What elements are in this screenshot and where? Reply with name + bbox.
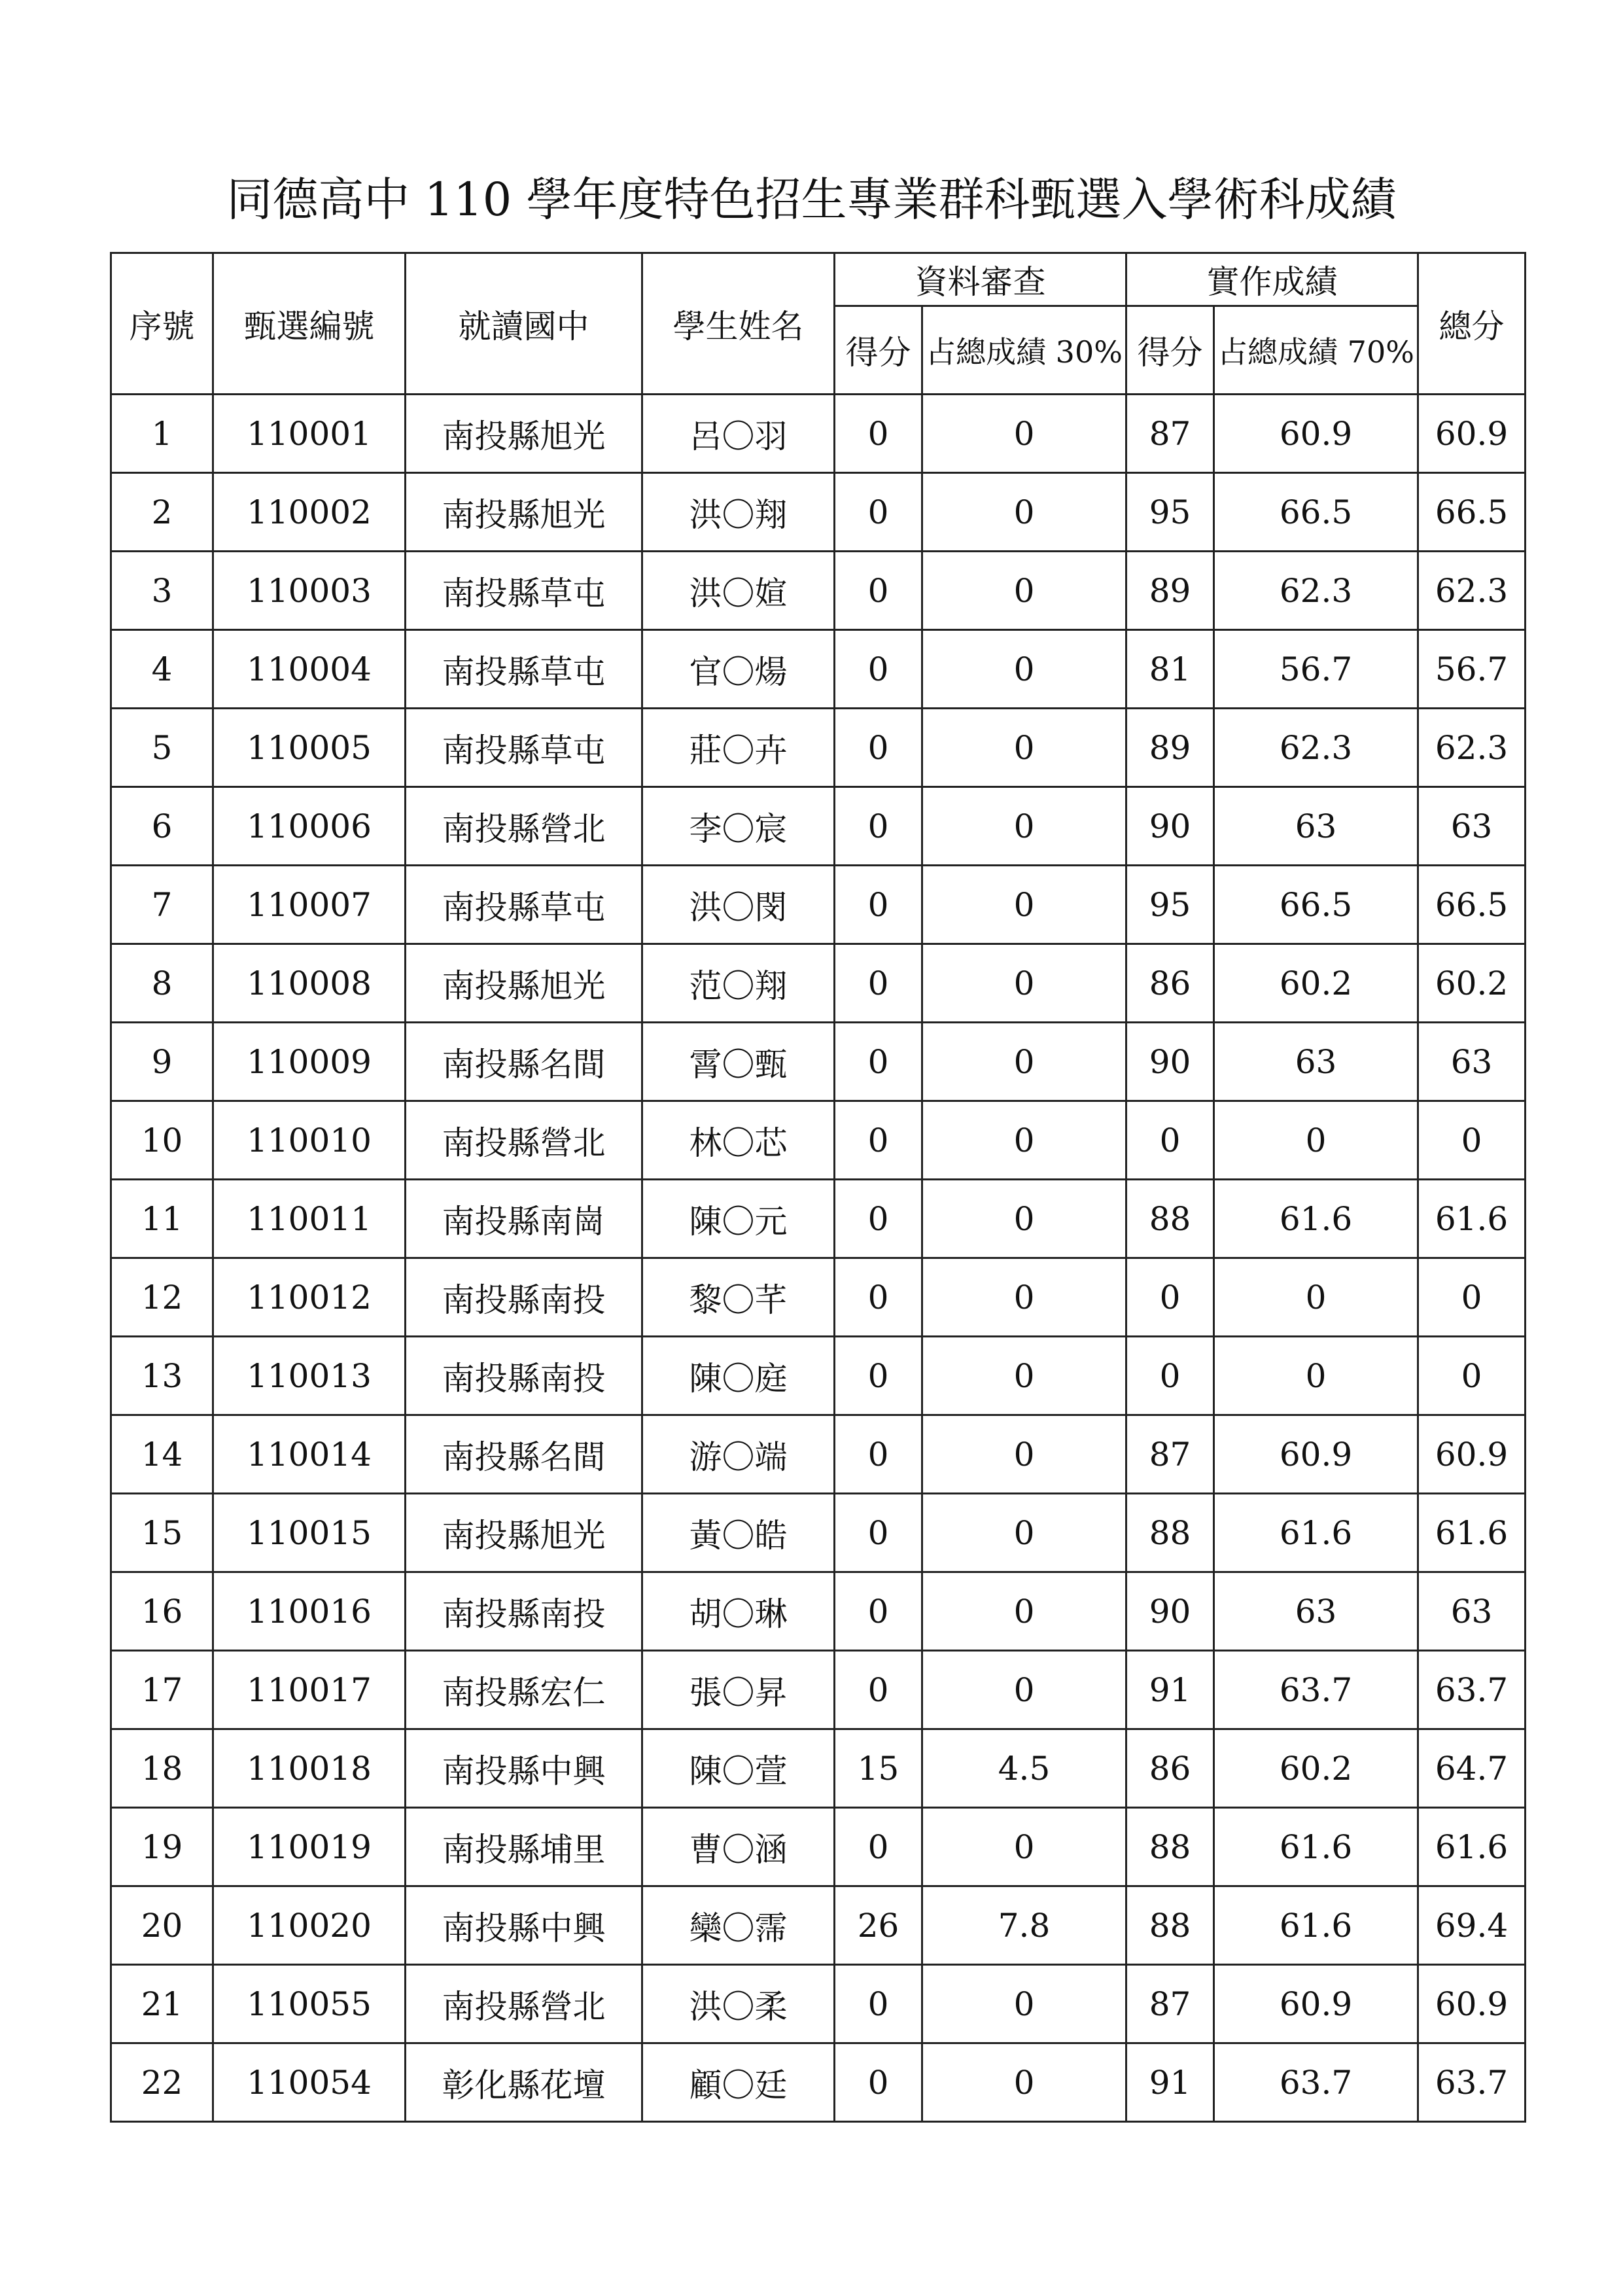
cell-seq: 5 — [111, 709, 213, 787]
cell-review-weighted: 0 — [922, 944, 1126, 1023]
cell-review-weighted: 0 — [922, 1101, 1126, 1180]
document-title: 同德高中 110 學年度特色招生專業群科甄選入學術科成績 — [226, 173, 1397, 226]
cell-practice-weighted: 60.9 — [1214, 1965, 1418, 2043]
cell-total: 63.7 — [1418, 1651, 1526, 1729]
cell-exam-no: 110054 — [213, 2043, 406, 2122]
cell-seq: 4 — [111, 630, 213, 709]
cell-practice-weighted: 63 — [1214, 1572, 1418, 1651]
cell-seq: 12 — [111, 1258, 213, 1337]
cell-seq: 3 — [111, 552, 213, 630]
cell-review-score: 26 — [835, 1886, 922, 1965]
cell-practice-weighted: 61.6 — [1214, 1494, 1418, 1572]
cell-review-weighted: 0 — [922, 1494, 1126, 1572]
table-row — [111, 1494, 1526, 1572]
cell-school: 南投縣南崗 — [406, 1180, 642, 1258]
cell-seq: 9 — [111, 1023, 213, 1101]
cell-practice-weighted: 61.6 — [1214, 1808, 1418, 1886]
cell-name: 欒〇霈 — [642, 1886, 835, 1965]
cell-review-weighted: 0 — [922, 552, 1126, 630]
cell-school: 彰化縣花壇 — [406, 2043, 642, 2122]
cell-name: 顧〇廷 — [642, 2043, 835, 2122]
cell-school: 南投縣南投 — [406, 1337, 642, 1415]
cell-review-score: 0 — [835, 709, 922, 787]
cell-practice-weighted: 62.3 — [1214, 552, 1418, 630]
cell-name: 莊〇卉 — [642, 709, 835, 787]
cell-review-weighted: 0 — [922, 1965, 1126, 2043]
cell-practice-weighted: 63.7 — [1214, 1651, 1418, 1729]
cell-review-weighted: 0 — [922, 1651, 1126, 1729]
cell-exam-no: 110013 — [213, 1337, 406, 1415]
header-practice-score: 得分 — [1126, 306, 1214, 395]
cell-practice-score: 88 — [1126, 1808, 1214, 1886]
table-row — [111, 709, 1526, 787]
cell-practice-score: 90 — [1126, 1572, 1214, 1651]
cell-name: 陳〇萱 — [642, 1729, 835, 1808]
cell-review-score: 0 — [835, 1965, 922, 2043]
cell-practice-weighted: 56.7 — [1214, 630, 1418, 709]
cell-total: 60.9 — [1418, 395, 1526, 473]
cell-review-weighted: 4.5 — [922, 1729, 1126, 1808]
cell-exam-no: 110014 — [213, 1415, 406, 1494]
table-row — [111, 1886, 1526, 1965]
table-row — [111, 944, 1526, 1023]
table-row — [111, 2043, 1526, 2122]
cell-practice-score: 90 — [1126, 1023, 1214, 1101]
cell-total: 0 — [1418, 1101, 1526, 1180]
table-row — [111, 552, 1526, 630]
table-row — [111, 630, 1526, 709]
cell-name: 黎〇芊 — [642, 1258, 835, 1337]
cell-name: 洪〇閔 — [642, 866, 835, 944]
cell-practice-score: 88 — [1126, 1180, 1214, 1258]
cell-total: 63.7 — [1418, 2043, 1526, 2122]
cell-review-score: 0 — [835, 1023, 922, 1101]
table-row — [111, 1415, 1526, 1494]
cell-practice-score: 0 — [1126, 1258, 1214, 1337]
cell-seq: 13 — [111, 1337, 213, 1415]
header-exam-no: 甄選編號 — [213, 253, 406, 395]
cell-total: 66.5 — [1418, 866, 1526, 944]
cell-review-score: 0 — [835, 1101, 922, 1180]
cell-school: 南投縣名間 — [406, 1415, 642, 1494]
cell-practice-weighted: 60.2 — [1214, 944, 1418, 1023]
header-review-weighted: 占總成績 30% — [922, 306, 1126, 395]
cell-review-weighted: 0 — [922, 709, 1126, 787]
cell-total: 0 — [1418, 1258, 1526, 1337]
cell-practice-weighted: 63 — [1214, 787, 1418, 866]
cell-school: 南投縣營北 — [406, 1101, 642, 1180]
cell-practice-score: 95 — [1126, 866, 1214, 944]
cell-total: 69.4 — [1418, 1886, 1526, 1965]
cell-name: 李〇宸 — [642, 787, 835, 866]
cell-total: 60.9 — [1418, 1415, 1526, 1494]
cell-school: 南投縣旭光 — [406, 395, 642, 473]
cell-review-weighted: 0 — [922, 2043, 1126, 2122]
cell-review-weighted: 0 — [922, 473, 1126, 552]
cell-exam-no: 110008 — [213, 944, 406, 1023]
cell-practice-score: 88 — [1126, 1886, 1214, 1965]
cell-exam-no: 110015 — [213, 1494, 406, 1572]
cell-total: 0 — [1418, 1337, 1526, 1415]
cell-practice-score: 86 — [1126, 1729, 1214, 1808]
cell-total: 66.5 — [1418, 473, 1526, 552]
cell-practice-score: 81 — [1126, 630, 1214, 709]
cell-review-weighted: 7.8 — [922, 1886, 1126, 1965]
cell-review-score: 0 — [835, 473, 922, 552]
cell-school: 南投縣草屯 — [406, 709, 642, 787]
cell-name: 霄〇甄 — [642, 1023, 835, 1101]
header-school: 就讀國中 — [406, 253, 642, 395]
cell-school: 南投縣南投 — [406, 1258, 642, 1337]
cell-total: 56.7 — [1418, 630, 1526, 709]
cell-practice-score: 90 — [1126, 787, 1214, 866]
cell-exam-no: 110011 — [213, 1180, 406, 1258]
cell-practice-score: 88 — [1126, 1494, 1214, 1572]
cell-exam-no: 110019 — [213, 1808, 406, 1886]
table-row — [111, 473, 1526, 552]
cell-name: 官〇煬 — [642, 630, 835, 709]
cell-exam-no: 110010 — [213, 1101, 406, 1180]
cell-school: 南投縣名間 — [406, 1023, 642, 1101]
cell-name: 張〇昇 — [642, 1651, 835, 1729]
table-row — [111, 1023, 1526, 1101]
cell-practice-weighted: 66.5 — [1214, 473, 1418, 552]
cell-total: 60.9 — [1418, 1965, 1526, 2043]
cell-review-score: 0 — [835, 630, 922, 709]
cell-total: 62.3 — [1418, 552, 1526, 630]
cell-practice-score: 86 — [1126, 944, 1214, 1023]
cell-total: 62.3 — [1418, 709, 1526, 787]
cell-exam-no: 110002 — [213, 473, 406, 552]
cell-exam-no: 110016 — [213, 1572, 406, 1651]
cell-school: 南投縣旭光 — [406, 473, 642, 552]
cell-exam-no: 110005 — [213, 709, 406, 787]
cell-seq: 20 — [111, 1886, 213, 1965]
cell-school: 南投縣草屯 — [406, 630, 642, 709]
cell-review-score: 0 — [835, 1337, 922, 1415]
cell-exam-no: 110007 — [213, 866, 406, 944]
cell-review-weighted: 0 — [922, 787, 1126, 866]
cell-practice-score: 0 — [1126, 1337, 1214, 1415]
cell-practice-weighted: 61.6 — [1214, 1180, 1418, 1258]
cell-seq: 19 — [111, 1808, 213, 1886]
cell-seq: 10 — [111, 1101, 213, 1180]
cell-school: 南投縣草屯 — [406, 866, 642, 944]
cell-review-weighted: 0 — [922, 1023, 1126, 1101]
table-row — [111, 395, 1526, 473]
cell-exam-no: 110018 — [213, 1729, 406, 1808]
cell-total: 61.6 — [1418, 1494, 1526, 1572]
cell-name: 洪〇翔 — [642, 473, 835, 552]
cell-seq: 22 — [111, 2043, 213, 2122]
cell-practice-score: 87 — [1126, 1965, 1214, 2043]
cell-review-score: 0 — [835, 1415, 922, 1494]
cell-name: 范〇翔 — [642, 944, 835, 1023]
cell-school: 南投縣旭光 — [406, 944, 642, 1023]
cell-review-weighted: 0 — [922, 1180, 1126, 1258]
cell-exam-no: 110055 — [213, 1965, 406, 2043]
cell-practice-weighted: 0 — [1214, 1101, 1418, 1180]
cell-seq: 14 — [111, 1415, 213, 1494]
cell-practice-weighted: 61.6 — [1214, 1886, 1418, 1965]
cell-practice-score: 87 — [1126, 395, 1214, 473]
table-body — [111, 395, 1526, 2122]
cell-review-weighted: 0 — [922, 1808, 1126, 1886]
cell-name: 洪〇柔 — [642, 1965, 835, 2043]
cell-school: 南投縣草屯 — [406, 552, 642, 630]
cell-seq: 17 — [111, 1651, 213, 1729]
cell-review-weighted: 0 — [922, 1258, 1126, 1337]
cell-exam-no: 110004 — [213, 630, 406, 709]
table-row — [111, 1572, 1526, 1651]
cell-practice-score: 91 — [1126, 1651, 1214, 1729]
cell-review-score: 0 — [835, 395, 922, 473]
cell-exam-no: 110006 — [213, 787, 406, 866]
cell-exam-no: 110020 — [213, 1886, 406, 1965]
cell-practice-weighted: 66.5 — [1214, 866, 1418, 944]
cell-seq: 8 — [111, 944, 213, 1023]
cell-review-weighted: 0 — [922, 395, 1126, 473]
cell-review-score: 0 — [835, 1180, 922, 1258]
cell-school: 南投縣營北 — [406, 1965, 642, 2043]
header-practice-group: 實作成績 — [1126, 253, 1418, 306]
header-total: 總分 — [1418, 253, 1526, 395]
cell-school: 南投縣營北 — [406, 787, 642, 866]
cell-seq: 16 — [111, 1572, 213, 1651]
cell-review-score: 0 — [835, 866, 922, 944]
cell-seq: 2 — [111, 473, 213, 552]
cell-seq: 18 — [111, 1729, 213, 1808]
cell-practice-weighted: 60.2 — [1214, 1729, 1418, 1808]
table-row — [111, 1258, 1526, 1337]
cell-total: 63 — [1418, 1023, 1526, 1101]
cell-name: 黃〇皓 — [642, 1494, 835, 1572]
table-row — [111, 866, 1526, 944]
score-table — [110, 252, 1526, 2123]
cell-name: 陳〇庭 — [642, 1337, 835, 1415]
cell-school: 南投縣中興 — [406, 1729, 642, 1808]
table-row — [111, 1729, 1526, 1808]
header-name: 學生姓名 — [642, 253, 835, 395]
cell-exam-no: 110012 — [213, 1258, 406, 1337]
table-row — [111, 1101, 1526, 1180]
cell-seq: 1 — [111, 395, 213, 473]
cell-seq: 7 — [111, 866, 213, 944]
cell-review-score: 0 — [835, 552, 922, 630]
cell-name: 陳〇元 — [642, 1180, 835, 1258]
cell-review-score: 0 — [835, 944, 922, 1023]
cell-review-weighted: 0 — [922, 1337, 1126, 1415]
cell-exam-no: 110001 — [213, 395, 406, 473]
table-row — [111, 1808, 1526, 1886]
header-practice-weighted: 占總成績 70% — [1214, 306, 1418, 395]
cell-exam-no: 110003 — [213, 552, 406, 630]
header-review-group: 資料審查 — [835, 253, 1126, 306]
cell-seq: 6 — [111, 787, 213, 866]
cell-review-weighted: 0 — [922, 1572, 1126, 1651]
cell-exam-no: 110017 — [213, 1651, 406, 1729]
table-row — [111, 1337, 1526, 1415]
cell-school: 南投縣中興 — [406, 1886, 642, 1965]
cell-total: 63 — [1418, 1572, 1526, 1651]
cell-review-weighted: 0 — [922, 1415, 1126, 1494]
cell-exam-no: 110009 — [213, 1023, 406, 1101]
cell-review-score: 0 — [835, 1651, 922, 1729]
cell-school: 南投縣宏仁 — [406, 1651, 642, 1729]
cell-review-score: 15 — [835, 1729, 922, 1808]
cell-practice-score: 89 — [1126, 709, 1214, 787]
cell-total: 63 — [1418, 787, 1526, 866]
cell-name: 洪〇媗 — [642, 552, 835, 630]
cell-practice-weighted: 63.7 — [1214, 2043, 1418, 2122]
cell-name: 呂〇羽 — [642, 395, 835, 473]
cell-review-score: 0 — [835, 2043, 922, 2122]
cell-seq: 15 — [111, 1494, 213, 1572]
cell-practice-weighted: 60.9 — [1214, 395, 1418, 473]
cell-practice-score: 87 — [1126, 1415, 1214, 1494]
cell-seq: 11 — [111, 1180, 213, 1258]
cell-review-score: 0 — [835, 1808, 922, 1886]
cell-name: 游〇端 — [642, 1415, 835, 1494]
table-row — [111, 1965, 1526, 2043]
cell-review-score: 0 — [835, 1572, 922, 1651]
cell-school: 南投縣旭光 — [406, 1494, 642, 1572]
cell-practice-weighted: 62.3 — [1214, 709, 1418, 787]
table-row — [111, 1651, 1526, 1729]
header-review-score: 得分 — [835, 306, 922, 395]
cell-total: 64.7 — [1418, 1729, 1526, 1808]
cell-total: 61.6 — [1418, 1808, 1526, 1886]
table-row — [111, 1180, 1526, 1258]
cell-total: 60.2 — [1418, 944, 1526, 1023]
cell-practice-weighted: 63 — [1214, 1023, 1418, 1101]
cell-school: 南投縣南投 — [406, 1572, 642, 1651]
cell-review-weighted: 0 — [922, 630, 1126, 709]
cell-practice-weighted: 0 — [1214, 1337, 1418, 1415]
cell-practice-score: 95 — [1126, 473, 1214, 552]
cell-name: 胡〇琳 — [642, 1572, 835, 1651]
cell-name: 林〇芯 — [642, 1101, 835, 1180]
cell-practice-weighted: 60.9 — [1214, 1415, 1418, 1494]
cell-practice-score: 89 — [1126, 552, 1214, 630]
cell-review-weighted: 0 — [922, 866, 1126, 944]
table-row — [111, 787, 1526, 866]
cell-review-score: 0 — [835, 1494, 922, 1572]
cell-name: 曹〇涵 — [642, 1808, 835, 1886]
cell-practice-weighted: 0 — [1214, 1258, 1418, 1337]
cell-seq: 21 — [111, 1965, 213, 2043]
cell-school: 南投縣埔里 — [406, 1808, 642, 1886]
cell-practice-score: 91 — [1126, 2043, 1214, 2122]
cell-practice-score: 0 — [1126, 1101, 1214, 1180]
cell-review-score: 0 — [835, 787, 922, 866]
header-seq: 序號 — [111, 253, 213, 395]
cell-review-score: 0 — [835, 1258, 922, 1337]
cell-total: 61.6 — [1418, 1180, 1526, 1258]
